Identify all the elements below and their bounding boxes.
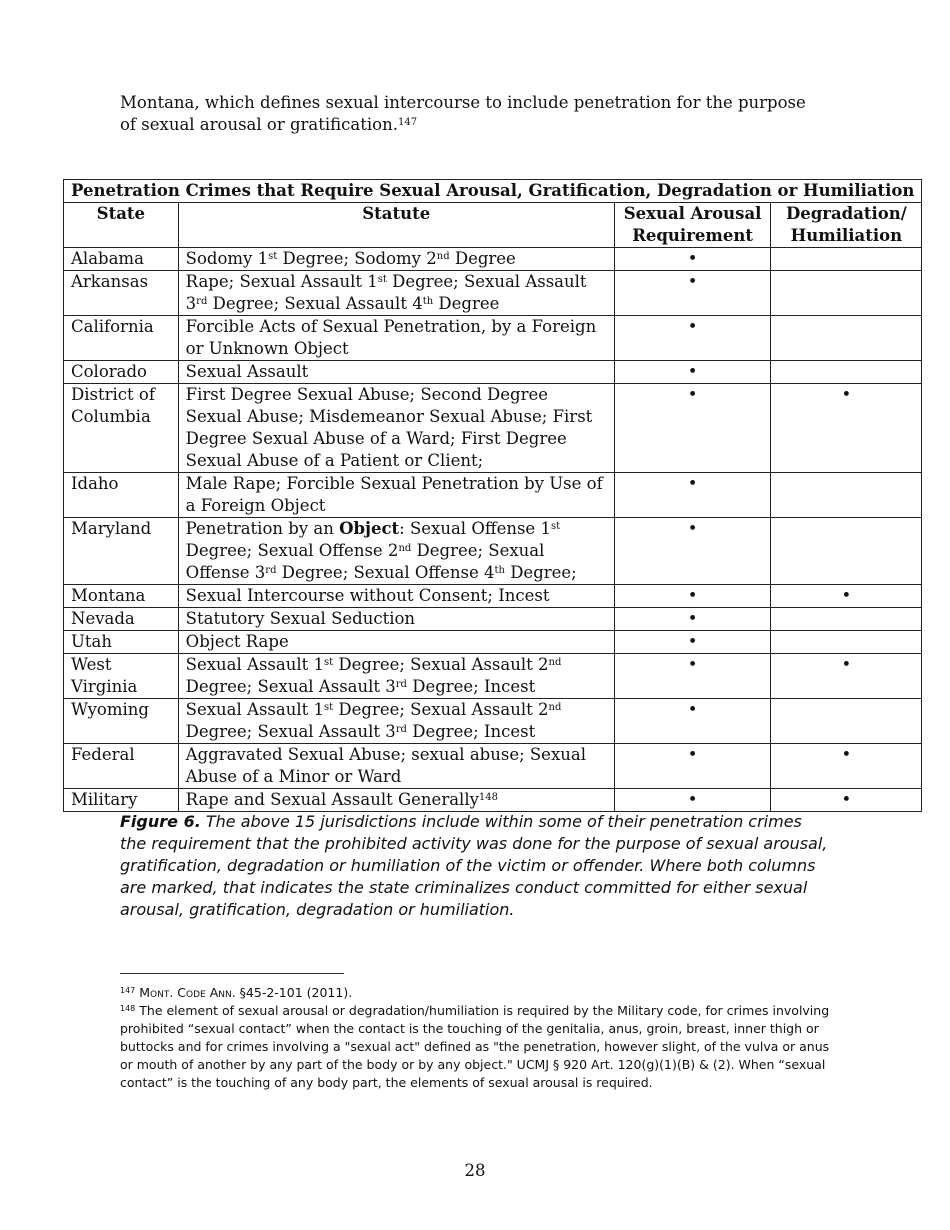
footnote-number: 148: [120, 1004, 136, 1013]
footnotes: [120, 984, 830, 1092]
table-row: [64, 518, 922, 585]
cell-arousal-mark: •: [614, 384, 770, 473]
cell-arousal-mark: •: [614, 608, 770, 631]
cell-statute: Rape and Sexual Assault Generally$^{148}$: [178, 789, 614, 812]
cell-state: Colorado: [64, 361, 179, 384]
cell-statute: Forcible Acts of Sexual Penetration, by a Foreign or Unknown Object: [178, 316, 614, 361]
caption-text: The above 15 jurisdictions include within some of their penetration crimes the requirement that the prohibited activity was done for the purpose of sexual arousal, gratification, degradation or humiliation of the victim or offender. Where both columns are marked, that indicates the state criminalizes conduct committed for either sexual arousal, gratification, degradation or humiliation.: [120, 812, 828, 919]
table-row: [64, 744, 922, 789]
cell-statute: Penetration by an Object: Sexual Offense 1st Degree; Sexual Offense 2nd Degree; Sexual Offense 3rd Degree; Sexual Offense 4th Degree;: [178, 518, 614, 585]
footnote-147: [120, 984, 830, 1002]
table-row: [64, 789, 922, 812]
cell-statute: Aggravated Sexual Abuse; sexual abuse; Sexual Abuse of a Minor or Ward: [178, 744, 614, 789]
cell-arousal-mark: •: [614, 271, 770, 316]
header-state: State: [64, 203, 179, 248]
header-arousal: Sexual Arousal Requirement: [614, 203, 770, 248]
intro-paragraph: [120, 92, 820, 136]
cell-arousal-mark: •: [614, 631, 770, 654]
table-row: [64, 654, 922, 699]
footnote-text: §45-2-101 (2011).: [235, 985, 353, 1000]
cell-degradation-mark: •: [771, 654, 922, 699]
cell-state: Utah: [64, 631, 179, 654]
cell-statute: Sexual Assault 1st Degree; Sexual Assault 2nd Degree; Sexual Assault 3rd Degree; Incest: [178, 699, 614, 744]
cell-statute: Rape; Sexual Assault 1st Degree; Sexual Assault 3rd Degree; Sexual Assault 4th Degree: [178, 271, 614, 316]
cell-state: Alabama: [64, 248, 179, 271]
cell-statute: Sexual Assault: [178, 361, 614, 384]
intro-text: Montana, which defines sexual intercourse to include penetration for the purpose of sexual arousal or gratification.: [120, 93, 806, 134]
footnote-number: 147: [120, 986, 136, 995]
cell-arousal-mark: •: [614, 473, 770, 518]
cell-degradation-mark: •: [771, 789, 922, 812]
table-row: [64, 699, 922, 744]
table-row: [64, 361, 922, 384]
table-row: [64, 631, 922, 654]
penetration-crimes-table: [63, 179, 922, 812]
table-title-row: [64, 180, 922, 203]
page-number: 28: [464, 1161, 486, 1180]
cell-arousal-mark: •: [614, 585, 770, 608]
cell-arousal-mark: •: [614, 518, 770, 585]
cell-state: Nevada: [64, 608, 179, 631]
cell-degradation-mark: [771, 608, 922, 631]
cell-arousal-mark: •: [614, 654, 770, 699]
cell-arousal-mark: •: [614, 744, 770, 789]
cell-degradation-mark: [771, 631, 922, 654]
table-header-row: [64, 203, 922, 248]
cell-state: Military: [64, 789, 179, 812]
cell-degradation-mark: [771, 473, 922, 518]
cell-state: Maryland: [64, 518, 179, 585]
cell-statute: Sexual Assault 1st Degree; Sexual Assault 2nd Degree; Sexual Assault 3rd Degree; Incest: [178, 654, 614, 699]
cell-state: California: [64, 316, 179, 361]
footnote-ref-147[interactable]: 147: [397, 117, 418, 128]
cell-arousal-mark: •: [614, 789, 770, 812]
cell-degradation-mark: [771, 699, 922, 744]
header-degradation: Degradation/ Humiliation: [771, 203, 922, 248]
footnote-text: The element of sexual arousal or degradation/humiliation is required by the Military code, for crimes involving prohibited “sexual contact” when the contact is the touching of the genitalia, anus, groin, breast, inner thigh or buttocks and for crimes involving a "sexual act" defined as "the penetration, however slight, of the vulva or anus or mouth of another by any part of the body or by any object." UCMJ § 920 Art. 120(g)(1)(B) & (2). When “sexual contact” is the touching of any body part, the elements of sexual arousal is required.: [120, 1003, 830, 1090]
table-row: [64, 316, 922, 361]
cell-state: Federal: [64, 744, 179, 789]
table-row: [64, 585, 922, 608]
cell-state: District of Columbia: [64, 384, 179, 473]
table-row: [64, 473, 922, 518]
cell-arousal-mark: •: [614, 316, 770, 361]
cell-degradation-mark: [771, 361, 922, 384]
table-row: [64, 271, 922, 316]
table-row: [64, 384, 922, 473]
figure-caption: [120, 811, 830, 921]
table-row: [64, 248, 922, 271]
cell-degradation-mark: •: [771, 744, 922, 789]
cell-degradation-mark: [771, 271, 922, 316]
footnote-148: [120, 1002, 830, 1092]
cell-statute: Male Rape; Forcible Sexual Penetration by Use of a Foreign Object: [178, 473, 614, 518]
table-title: Penetration Crimes that Require Sexual Arousal, Gratification, Degradation or Humiliation: [64, 180, 922, 203]
footnote-citation: Mont. Code Ann.: [139, 985, 236, 1000]
cell-arousal-mark: •: [614, 361, 770, 384]
cell-degradation-mark: •: [771, 384, 922, 473]
cell-degradation-mark: [771, 518, 922, 585]
table-row: [64, 608, 922, 631]
cell-statute: Sexual Intercourse without Consent; Incest: [178, 585, 614, 608]
cell-statute: Statutory Sexual Seduction: [178, 608, 614, 631]
cell-state: West Virginia: [64, 654, 179, 699]
cell-statute: Sodomy 1st Degree; Sodomy 2nd Degree: [178, 248, 614, 271]
cell-state: Wyoming: [64, 699, 179, 744]
cell-statute: Object Rape: [178, 631, 614, 654]
cell-statute: First Degree Sexual Abuse; Second Degree Sexual Abuse; Misdemeanor Sexual Abuse; First Degree Sexual Abuse of a Ward; First Degree Sexual Abuse of a Patient or Client;: [178, 384, 614, 473]
figure-label: Figure 6.: [120, 812, 201, 831]
table-body: [64, 248, 922, 812]
cell-degradation-mark: •: [771, 585, 922, 608]
cell-degradation-mark: [771, 248, 922, 271]
cell-state: Idaho: [64, 473, 179, 518]
cell-state: Montana: [64, 585, 179, 608]
header-statute: Statute: [178, 203, 614, 248]
cell-degradation-mark: [771, 316, 922, 361]
cell-arousal-mark: •: [614, 248, 770, 271]
cell-state: Arkansas: [64, 271, 179, 316]
footnote-divider: [120, 973, 344, 974]
cell-arousal-mark: •: [614, 699, 770, 744]
